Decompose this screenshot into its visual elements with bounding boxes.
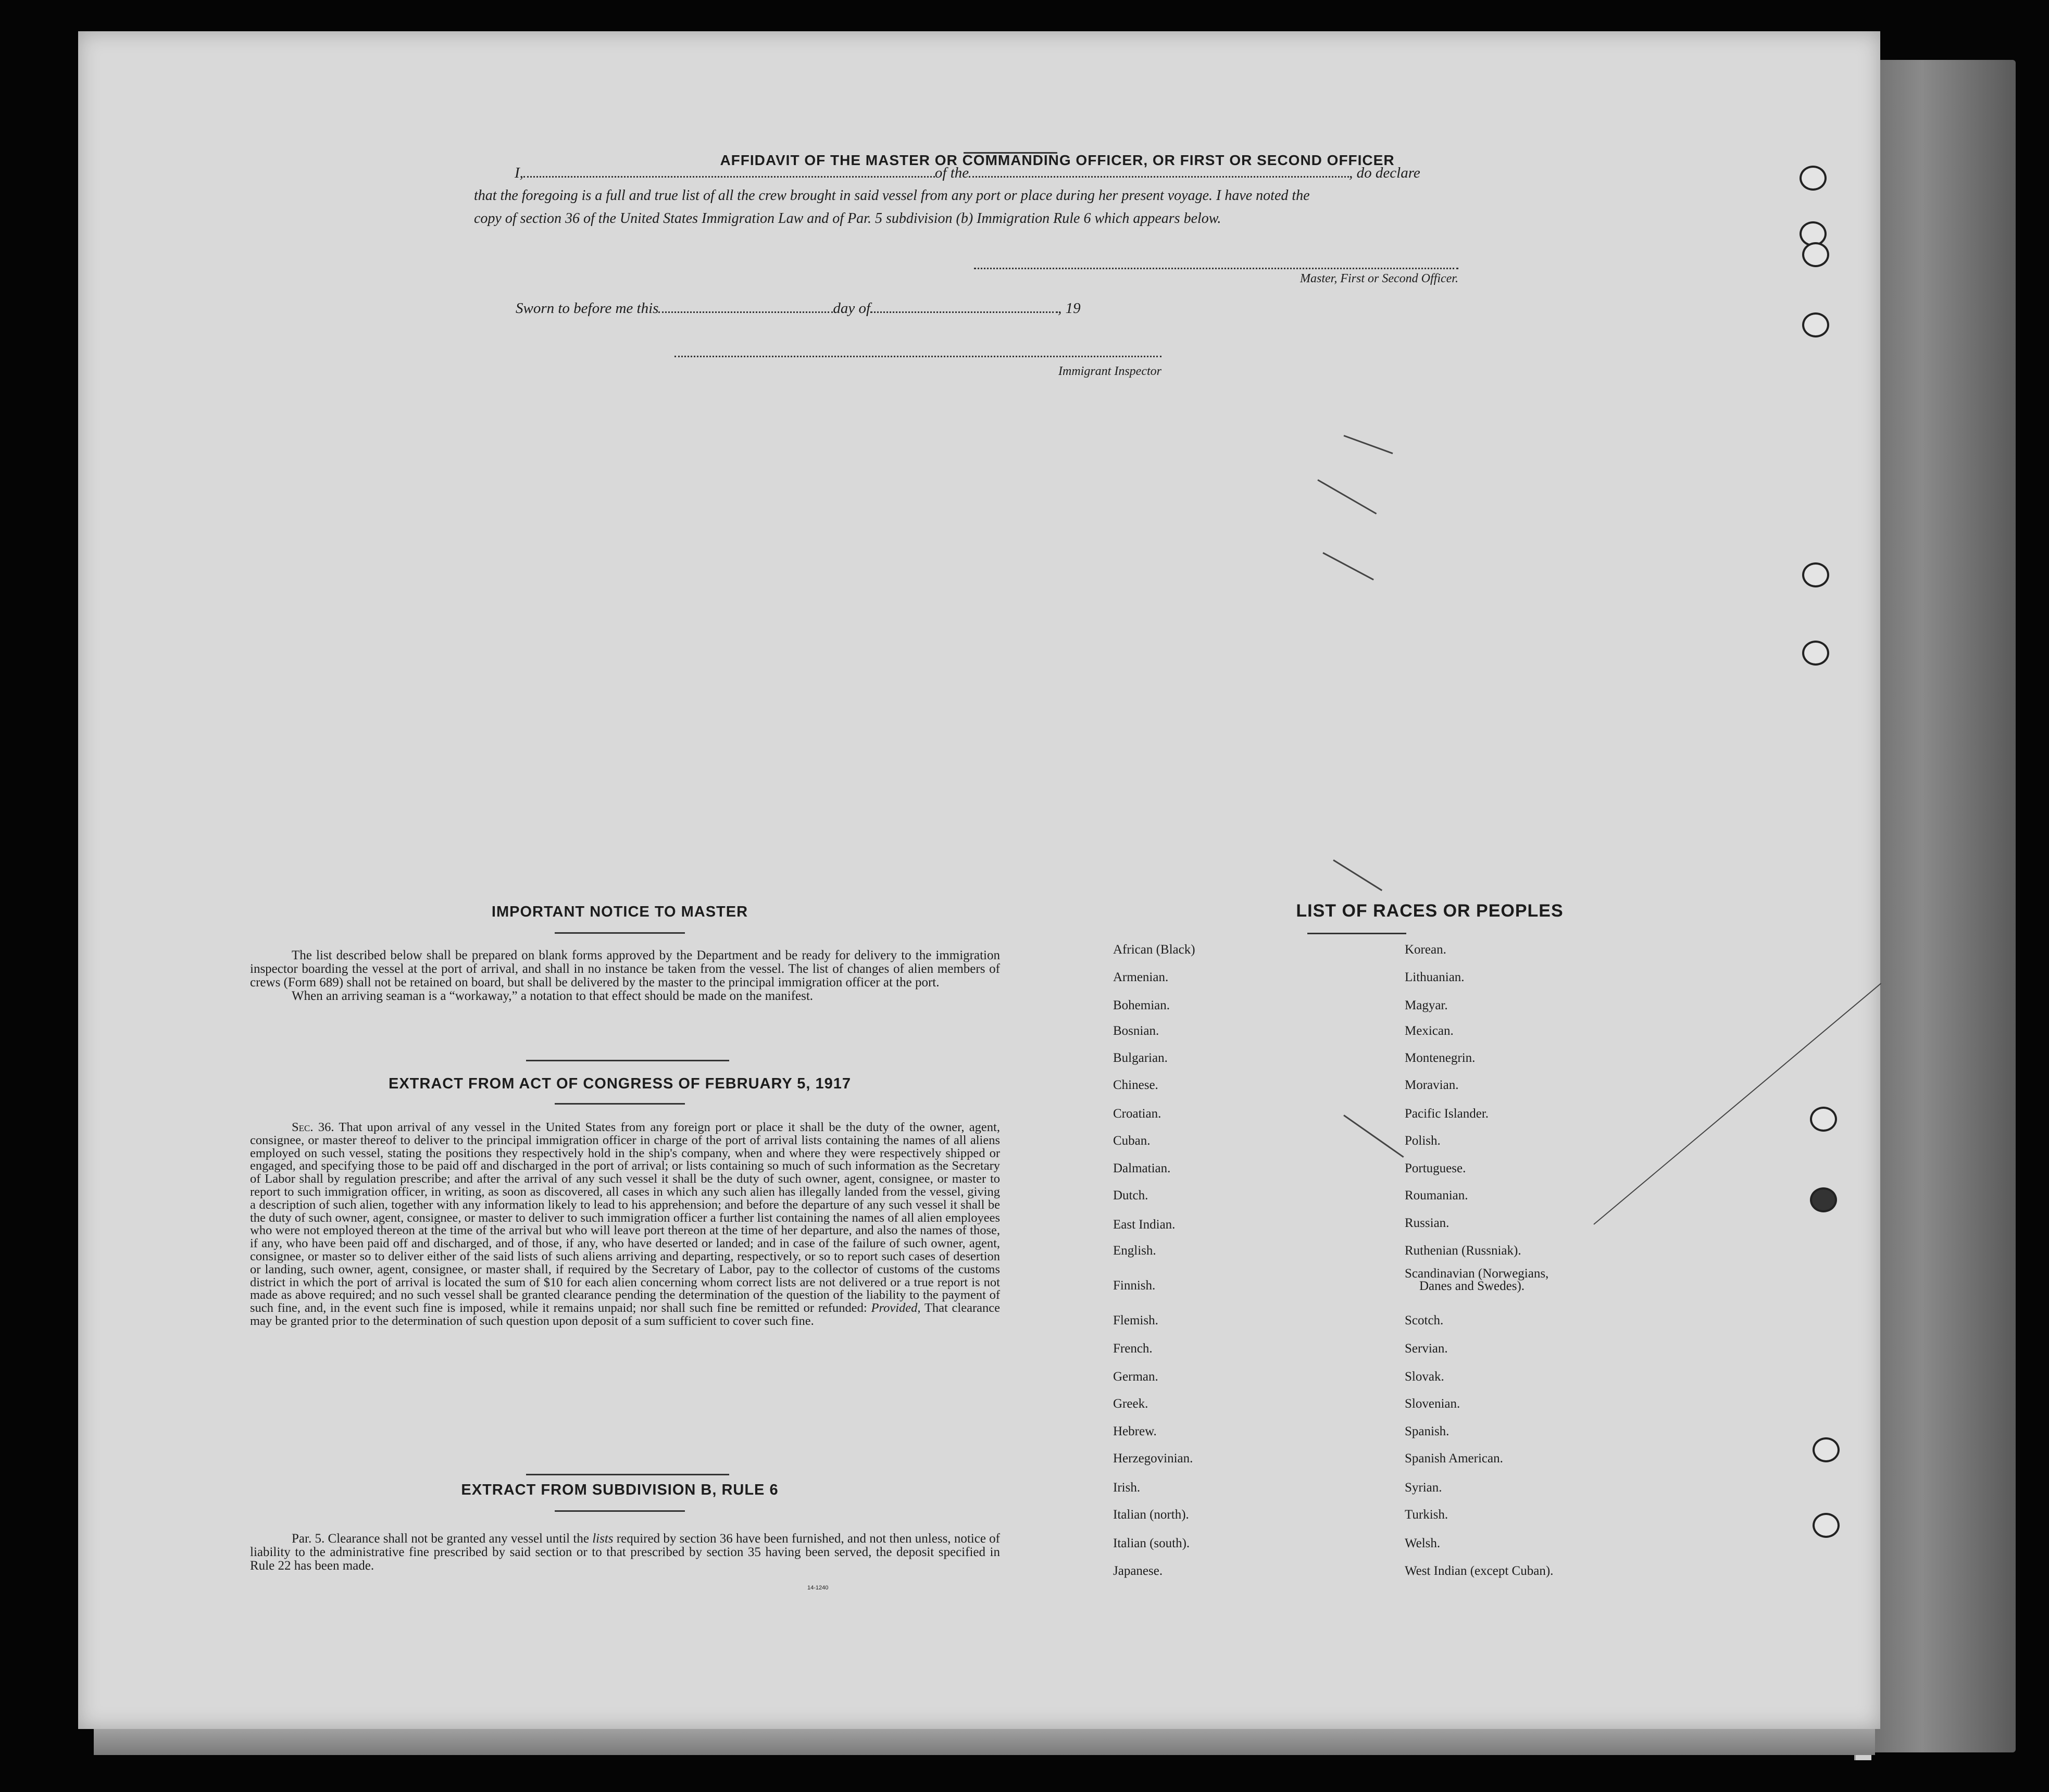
binder-hole-icon [1810,1187,1837,1212]
pencil-mark [1593,983,1881,1224]
race-item-right: Scandinavian (Norwegians, [1405,1267,1549,1281]
race-item-right: Montenegrin. [1405,1051,1476,1065]
par-5-paragraph [250,1532,1000,1573]
race-item-right: West Indian (except Cuban). [1405,1564,1554,1578]
section-divider [526,1474,729,1475]
binder-hole-icon [1802,562,1829,587]
pencil-mark [1317,479,1377,515]
race-item-left: Cuban. [1113,1134,1151,1148]
race-item-left: German. [1113,1370,1158,1384]
race-item-right: Danes and Swedes). [1419,1279,1525,1293]
section-label: Sec. 36. [292,1120,334,1134]
pencil-mark [1333,859,1382,891]
section-36-text: That upon arrival of any vessel in the United States from any foreign port or place it shall be the duty of the owner, agent, consignee, or master thereof to deliver to the principal immigration officer in charge of the port of arrival lists containing the names of all aliens employed on such vessel, stating the positions they respectively hold in the ship's company, when and where they were respectively shipped or engaged, and specifying those to be paid off and discharged in the port of arrival; or lists containing so much of such information as the Secretary of Labor shall by regulation prescribe; and after the arrival of any such vessel it shall be the duty of such owner, agent, consignee, or master to report to such immigration officer, in writing, as soon as discovered, all cases in which any such alien has illegally landed from the vessel, giving a description of such alien, together with any information likely to lead to his apprehension; and before the departure of any such vessel it shall be the duty of such owner, agent, consignee, or master to deliver to such immigration officer a further list containing the names of all alien employees who were not employed thereon at the time of the arrival but who will leave port thereon at the time of her departure, and also the names of those, if any, who have been paid off and discharged, and of those, if any, who have deserted or landed; and in case of the failure of such owner, agent, consignee, or master so to deliver either of the said lists of such aliens arriving and departing, respectively, or so to report such cases of desertion or landing, such owner, agent, consignee, or master shall, if required by the Secretary of Labor, pay to the collector of customs of the customs district in which the port of arrival is located the sum of $10 for each alien concerning whom correct lists are not delivered or a true report is not made as above required; and no such vessel shall be granted clearance pending the determination of the question of the liability to the payment of such fine, and, in the event such fine is imposed, while it remains unpaid; nor shall such fine be remitted or refunded: [250,1120,1000,1315]
race-item-right: Korean. [1405,943,1446,957]
race-item-left: Dutch. [1113,1188,1148,1202]
races-rule [1307,933,1406,934]
par-5-text-a: Par. 5. Clearance shall not be granted any vessel until the [292,1532,589,1546]
inspector-signature-line[interactable] [674,356,1161,357]
race-item-right: Mexican. [1405,1024,1454,1038]
inspector-label: Immigrant Inspector [1058,365,1161,378]
race-item-left: English. [1113,1244,1156,1258]
back-sheet [1859,60,2016,1752]
binder-hole-icon [1800,166,1827,191]
race-item-left: Irish. [1113,1481,1141,1495]
binder-hole-icon [1810,1107,1837,1132]
name-blank-field[interactable] [523,176,935,178]
signature-line[interactable] [974,268,1458,269]
section-36-paragraph [250,1121,1000,1328]
binder-hole-icon [1802,641,1829,666]
section-36-text-end: That clearance may be granted prior to the determination of such question upon deposit of a sum sufficient to cover such fine. [250,1301,1001,1328]
race-item-right: Ruthenian (Russniak). [1405,1244,1521,1258]
extract-act-title: EXTRACT FROM ACT OF CONGRESS OF FEBRUARY 5, 1917 [388,1075,852,1092]
race-item-left: Bosnian. [1113,1024,1159,1038]
lists-word: lists [592,1532,614,1546]
sworn-line [516,297,1245,320]
notice-paragraph-1: The list described below shall be prepared on blank forms approved by the Department and be ready for delivery to the immigration inspector boarding the vessel at the port of arrival, and shall in no instance be taken from the vessel. The list of changes of alien members of crews (Form 689) shall not be retained on board, but shall be delivered by the master to the principal immigration officer at the port. [250,948,1000,989]
sworn-end: , 19 [1058,300,1081,317]
race-item-right: Magyar. [1405,998,1448,1012]
race-item-right: Servian. [1405,1342,1448,1356]
race-item-right: Roumanian. [1405,1188,1468,1202]
sworn-mid: day of [833,300,871,317]
title-rule [964,152,1057,154]
sworn-day-field[interactable] [658,311,833,313]
pencil-mark [1343,1114,1404,1158]
race-item-right: Polish. [1405,1134,1441,1148]
notice-paragraph-2: When an arriving seaman is a “workaway,” a notation to that effect should be made on the manifest. [292,989,814,1003]
race-item-right: Slovenian. [1405,1397,1460,1411]
race-item-left: Greek. [1113,1397,1148,1411]
race-item-left: Bohemian. [1113,998,1170,1012]
extract-act-body [250,1121,1000,1328]
race-item-right: Spanish American. [1405,1451,1503,1465]
race-item-left: Dalmatian. [1113,1161,1171,1175]
race-item-left: Japanese. [1113,1564,1163,1578]
race-item-left: Finnish. [1113,1279,1156,1293]
race-item-right: Welsh. [1405,1536,1441,1550]
race-item-left: African (Black) [1113,943,1195,957]
extract-rule-title: EXTRACT FROM SUBDIVISION B, RULE 6 [461,1482,779,1498]
race-item-right: Syrian. [1405,1481,1442,1495]
race-item-left: French. [1113,1342,1153,1356]
race-item-right: Russian. [1405,1216,1450,1230]
race-item-left: Hebrew. [1113,1424,1157,1438]
extract-rule-rule [555,1510,685,1512]
provided-word: Provided, [871,1301,921,1315]
affidavit-line-2: that the foregoing is a full and true list of all the crew brought in said vessel from any port or place during her present voyage. I have noted the [474,187,1310,204]
extract-act-rule [555,1103,685,1105]
vessel-blank-field[interactable] [969,176,1349,178]
binder-hole-icon [1813,1437,1840,1462]
race-item-left: East Indian. [1113,1218,1176,1232]
race-item-left: Croatian. [1113,1107,1161,1121]
binder-hole-icon [1802,242,1829,267]
sworn-start: Sworn to before me this [516,300,659,317]
binder-hole-icon [1802,312,1829,337]
race-item-left: Italian (south). [1113,1536,1190,1550]
race-item-left: Italian (north). [1113,1508,1189,1522]
form-number: 14-1240 [807,1585,829,1591]
race-item-right: Moravian. [1405,1078,1459,1092]
race-item-right: Lithuanian. [1405,970,1465,984]
race-item-left: Flemish. [1113,1313,1158,1327]
affidavit-line1-mid: of the [934,165,969,181]
race-item-right: Spanish. [1405,1424,1450,1438]
affidavit-line1-start: I, [515,165,523,181]
race-item-right: Portuguese. [1405,1161,1466,1175]
notice-rule [555,932,685,934]
races-title: LIST OF RACES OR PEOPLES [1296,901,1564,921]
document-page [78,31,1880,1729]
affidavit-title: AFFIDAVIT OF THE MASTER OR COMMANDING OFFICER, OR FIRST OR SECOND OFFICER [720,152,1395,168]
race-item-right: Scotch. [1405,1313,1444,1327]
affidavit-line-1 [515,161,1530,184]
signature-label: Master, First or Second Officer. [1300,272,1458,285]
section-divider [526,1060,729,1061]
race-item-left: Bulgarian. [1113,1051,1168,1065]
affidavit-line-3: copy of section 36 of the United States Immigration Law and of Par. 5 subdivision (b) Immigration Rule 6 which appears below. [474,210,1221,227]
race-item-right: Turkish. [1405,1508,1448,1522]
race-item-left: Herzegovinian. [1113,1451,1193,1465]
notice-body [250,949,1000,1003]
affidavit-line1-end: , do declare [1349,165,1420,181]
sworn-month-field[interactable] [870,311,1058,313]
notice-title: IMPORTANT NOTICE TO MASTER [491,904,748,920]
par-5-text-b: required by section 36 have been furnished, and not then unless, notice of liability to the administrative fine prescribed by said section or to that prescribed by section 35 having been served, the deposit specified in Rule 22 has been made. [250,1532,1001,1573]
race-item-left: Chinese. [1113,1078,1158,1092]
race-item-right: Pacific Islander. [1405,1107,1489,1121]
pencil-mark [1343,435,1393,454]
binder-hole-icon [1813,1513,1840,1538]
race-item-right: Slovak. [1405,1370,1444,1384]
pencil-mark [1322,552,1374,580]
extract-rule-body [250,1532,1000,1573]
race-item-left: Armenian. [1113,970,1169,984]
